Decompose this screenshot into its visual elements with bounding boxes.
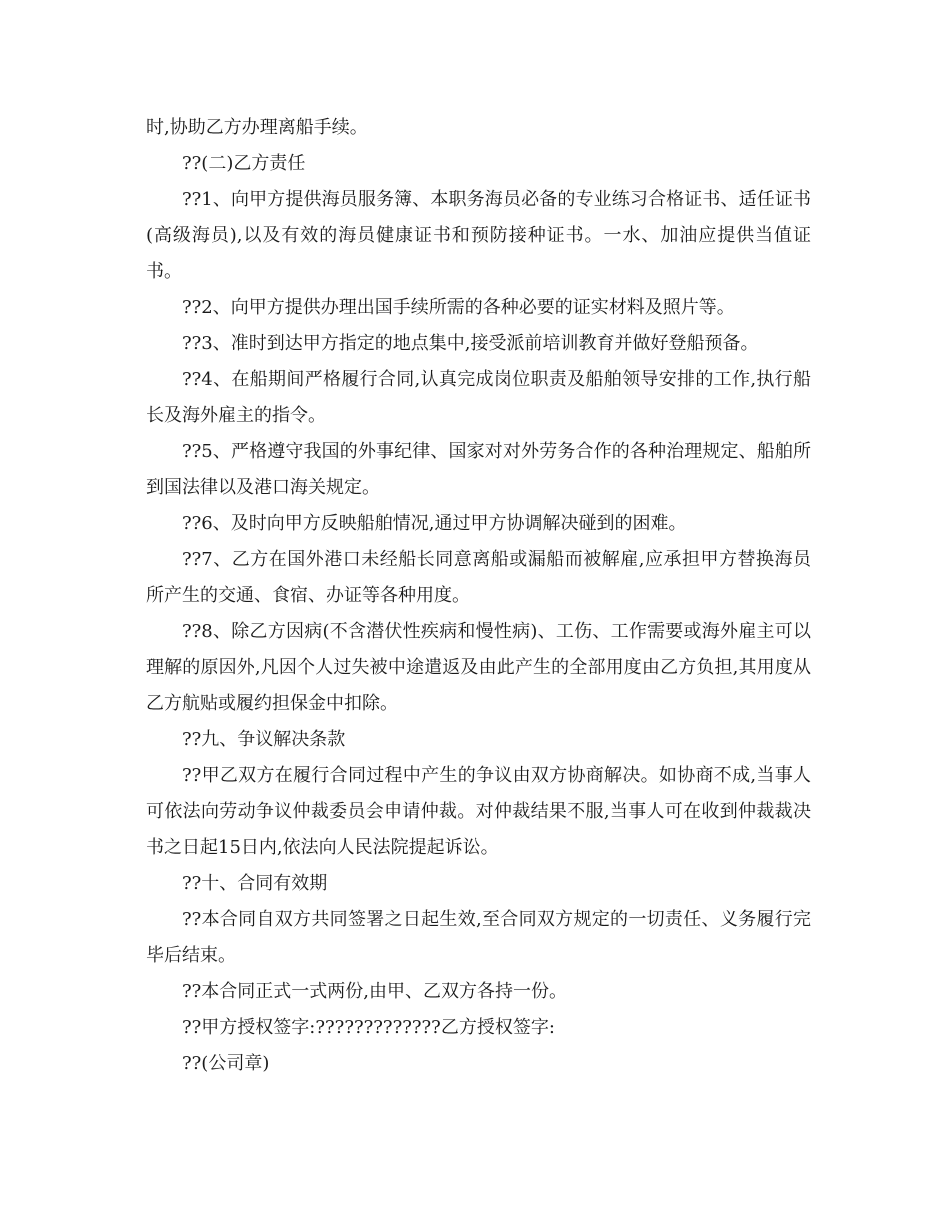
clause-6-reporting: ??6、及时向甲方反映船舶情况,通过甲方协调解决碰到的困难。 (182, 513, 687, 534)
section-heading-validity: ??十、合同有效期 (182, 873, 328, 894)
section-heading-party-b-duties: ??(二)乙方责任 (182, 153, 306, 174)
clause-8-repatriation: ??8、除乙方因病(不含潜伏性疾病和慢性病)、工伤、工作需要或海外雇主可以理解的原因外,凡因个人过失被中途遣返及由此产生的全部用度由乙方负担,其用度从乙方航贴或履约担保金中扣除。 (146, 621, 811, 714)
validity-clause-text: ??本合同自双方共同签署之日起生效,至合同双方规定的一切责任、义务履行完毕后结束。 (146, 909, 811, 966)
clause-4-duties-onboard: ??4、在船期间严格履行合同,认真完成岗位职责及船舶领导安排的工作,执行船长及海外雇主的指令。 (146, 369, 811, 426)
clause-5-regulations: ??5、严格遵守我国的外事纪律、国家对对外劳务合作的各种治理规定、船舶所到国法律以及港口海关规定。 (146, 441, 811, 498)
signature-line: ??甲方授权签字:?????????????乙方授权签字: (182, 1017, 555, 1038)
paragraph-continuation: 时,协助乙方办理离船手续。 (146, 117, 368, 138)
company-seal-line: ??(公司章) (182, 1053, 270, 1074)
clause-1-certificates: ??1、向甲方提供海员服务簿、本职务海员必备的专业练习合格证书、适任证书(高级海员),以及有效的海员健康证书和预防接种证书。一水、加油应提供当值证书。 (146, 189, 811, 282)
dispute-clause-text: ??甲乙双方在履行合同过程中产生的争议由双方协商解决。如协商不成,当事人可依法向劳动争议仲裁委员会申请仲裁。对仲裁结果不服,当事人可在收到仲裁裁决书之日起15日内,依法向人民法院提起诉讼。 (146, 765, 811, 858)
clause-3-assembly: ??3、准时到达甲方指定的地点集中,接受派前培训教育并做好登船预备。 (182, 333, 759, 354)
clause-2-materials: ??2、向甲方提供办理出国手续所需的各种必要的证实材料及照片等。 (182, 297, 735, 318)
copies-clause-text: ??本合同正式一式两份,由甲、乙双方各持一份。 (182, 981, 568, 1002)
section-heading-dispute: ??九、争议解决条款 (182, 729, 346, 750)
clause-7-dismissal: ??7、乙方在国外港口未经船长同意离船或漏船而被解雇,应承担甲方替换海员所产生的交通、食宿、办证等各种用度。 (146, 549, 811, 606)
document-body (146, 110, 811, 1082)
